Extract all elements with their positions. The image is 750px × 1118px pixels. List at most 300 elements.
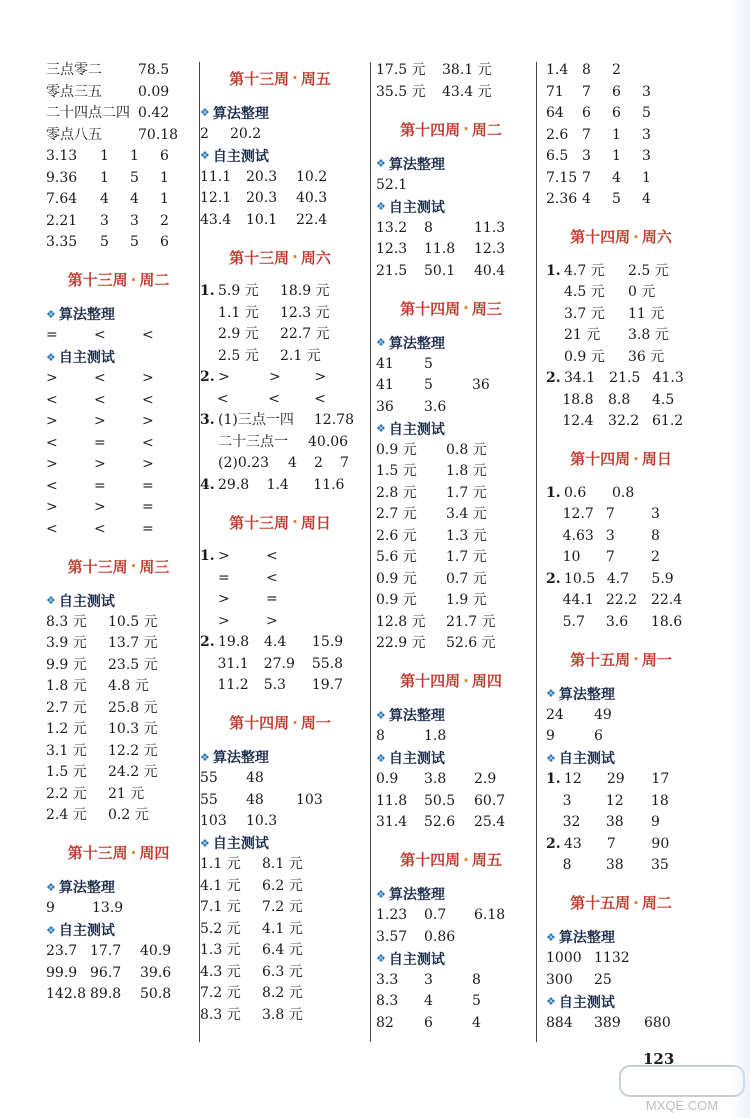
answer-row (376, 812, 526, 834)
diamond-bullet-icon: ❖ (200, 750, 210, 764)
answer-cell: 0.7 (424, 907, 447, 923)
answer-cell: 4 (424, 993, 433, 1009)
answer-cell: 13.9 (92, 900, 124, 916)
answer-cell: 48 (246, 791, 264, 808)
diamond-bullet-icon: ❖ (200, 149, 210, 163)
answer-cell: 1 (612, 148, 621, 164)
answer-cell: 1 (100, 169, 109, 186)
answer-cell: 2.5 元 (218, 347, 259, 364)
answer-cell: 680 (644, 1014, 671, 1031)
answer-cell: 39.6 (140, 964, 172, 981)
answer-cell: > (268, 369, 281, 385)
heading-day: 周四 (139, 844, 170, 862)
answer-cell: 0.8 (612, 484, 635, 501)
answer-cell: 8.3 元 (46, 613, 87, 630)
answer-cell: 13.2 (376, 219, 408, 236)
answer-cell: 5 (472, 993, 481, 1009)
subsection-text: 自主测试 (212, 148, 269, 165)
diamond-bullet-icon: ❖ (376, 157, 386, 171)
section-heading (546, 647, 696, 671)
diamond-bullet-icon: ❖ (376, 751, 386, 765)
answer-cell: 38.1 元 (442, 62, 492, 78)
subsection-label (200, 102, 360, 124)
answer-cell: > (46, 413, 58, 429)
answer-cell: 43.4 元 (442, 83, 492, 100)
answer-row (200, 346, 360, 368)
answer-cell: < (94, 520, 106, 537)
section-heading (546, 447, 696, 471)
answer-cell: 6.3 元 (262, 963, 303, 980)
subsection-text: 自主测试 (558, 751, 615, 768)
subsection-label (46, 590, 191, 612)
answer-row (200, 897, 360, 919)
answer-cell: = (218, 569, 230, 586)
answer-cell: 11.6 (313, 476, 345, 493)
answer-row (200, 453, 360, 475)
answer-row (376, 726, 526, 748)
answer-row (46, 103, 191, 125)
answer-cell: 40.3 (296, 190, 328, 206)
answer-cell: 二十三点一 (218, 433, 288, 450)
answer-cell: 1.8 元 (46, 678, 87, 694)
answer-cell: 9 (46, 900, 55, 916)
subsection-label (200, 833, 360, 855)
answer-cell: < (266, 548, 278, 564)
answer-cell: 4.5 元 (564, 284, 605, 300)
question-number: 1. (200, 283, 215, 299)
answer-cell: 21.5 (609, 370, 641, 386)
answer-row (200, 324, 360, 346)
section-heading (376, 669, 526, 693)
answer-cell: 25 (594, 971, 612, 988)
answer-cell: 4.7 (606, 570, 630, 587)
heading-day: 周三 (139, 557, 170, 576)
answer-row (46, 676, 191, 698)
answer-cell: 21 元 (564, 327, 601, 343)
answer-row (376, 970, 526, 992)
section-heading (200, 711, 360, 735)
diamond-bullet-icon: ❖ (376, 708, 386, 722)
answer-cell: 2.36 (546, 191, 578, 207)
answer-cell: 20.2 (230, 125, 262, 142)
answer-row (546, 103, 696, 125)
answer-cell: > (94, 456, 106, 472)
answer-row (46, 368, 191, 390)
answer-cell: 0.9 (376, 771, 399, 787)
answer-cell: 38 (605, 857, 624, 873)
subsection-text: 自主测试 (58, 350, 115, 367)
answer-row (200, 589, 360, 611)
answer-cell: 1.2 元 (46, 721, 87, 737)
answer-cell: 12.2 元 (108, 742, 158, 759)
question-number: 3. (200, 412, 215, 428)
answer-row (376, 569, 526, 591)
answer-cell: 1.23 (376, 907, 408, 923)
answer-cell: 5 (642, 105, 651, 121)
answer-cell: 32 (562, 814, 581, 830)
answer-cell: 5.9 (651, 570, 674, 587)
answer-row (376, 440, 526, 462)
answer-cell: > (218, 591, 230, 607)
answer-cell: 5.7 (562, 613, 585, 630)
answer-cell: 60.7 (474, 792, 506, 809)
answer-cell: 25.8 元 (108, 699, 158, 716)
answer-cell: 8 (424, 219, 433, 236)
answer-row (546, 146, 696, 168)
answer-row (546, 547, 696, 569)
answer-cell: 5.3 (263, 677, 286, 693)
diamond-bullet-icon: ❖ (46, 307, 56, 321)
answer-row (376, 397, 526, 419)
heading-day: 周二 (139, 271, 170, 289)
answer-row (46, 984, 191, 1006)
answer-cell: < (142, 327, 154, 343)
answer-cell: 12.3 (474, 241, 506, 257)
subsection-label (46, 920, 191, 942)
answer-cell: 12 (605, 792, 624, 809)
answer-cell: < (46, 391, 58, 408)
answer-cell: 300 (546, 971, 573, 988)
answer-cell: 8.3 元 (200, 1006, 241, 1023)
heading-dot: · (130, 843, 137, 862)
answer-cell: 3 (642, 148, 651, 164)
answer-cell: 41 (376, 355, 394, 372)
subsection-label (376, 748, 526, 770)
subsection-text: 算法整理 (212, 750, 269, 767)
answer-cell: 2.1 元 (280, 347, 321, 364)
answer-row (546, 612, 696, 634)
answer-row (546, 189, 696, 211)
answer-cell: 12 (564, 771, 582, 787)
answer-cell: < (142, 434, 154, 451)
subsection-text: 自主测试 (558, 994, 615, 1011)
answer-row (546, 590, 696, 612)
answer-cell: 17.5 元 (376, 62, 426, 78)
diamond-bullet-icon: ❖ (46, 594, 56, 608)
answer-cell: 40.4 (474, 262, 506, 279)
section-heading (46, 554, 191, 578)
diamond-bullet-icon: ❖ (546, 930, 556, 944)
answer-cell: 12.3 (376, 241, 408, 257)
answer-cell: > (218, 612, 230, 629)
answer-cell: < (266, 569, 278, 586)
answer-cell: 9 (650, 814, 660, 830)
heading-week: 第十三周 (67, 844, 128, 862)
section-heading (46, 268, 191, 292)
question-number: 4. (200, 476, 215, 493)
heading-day: 周三 (471, 299, 502, 318)
diamond-bullet-icon: ❖ (376, 422, 386, 436)
answer-cell: 52.1 (376, 176, 408, 193)
answer-row (376, 175, 526, 197)
answer-row (200, 790, 360, 812)
answer-cell: 0.42 (138, 105, 170, 121)
answer-cell: < (216, 390, 229, 407)
answer-cell: 13.7 元 (108, 635, 158, 651)
answer-cell: = (94, 434, 106, 451)
answer-row (546, 325, 696, 347)
answer-cell: 3 (130, 212, 139, 229)
heading-dot: · (463, 299, 469, 317)
answer-cell: 5 (100, 234, 109, 250)
answer-row (376, 769, 526, 791)
answer-row (200, 940, 360, 962)
answer-cell: 48 (246, 770, 264, 786)
subsection-label (546, 748, 696, 770)
answer-cell: 7.64 (46, 191, 78, 207)
answer-row (200, 811, 360, 833)
answer-row (376, 526, 526, 548)
heading-week: 第十三周 (229, 513, 290, 532)
section-heading (200, 510, 360, 534)
answer-row (46, 60, 191, 82)
answer-row (376, 82, 526, 104)
answer-row (376, 991, 526, 1013)
diamond-bullet-icon: ❖ (376, 200, 386, 214)
answer-cell: 64 (546, 105, 564, 121)
answer-row (200, 546, 360, 568)
answer-cell: 40.9 (140, 943, 172, 959)
answer-cell: 9 (546, 728, 555, 744)
answer-cell: 50.1 (424, 262, 456, 279)
heading-dot: · (633, 650, 639, 668)
subsection-text: 自主测试 (58, 923, 115, 940)
answer-cell: < (94, 370, 106, 386)
diamond-bullet-icon: ❖ (546, 751, 556, 765)
answer-cell: 7.15 (546, 169, 578, 186)
answer-cell: 3.1 元 (46, 742, 87, 759)
heading-week: 第十五周 (570, 894, 631, 912)
answer-row (546, 834, 696, 856)
answer-cell: 6.18 (474, 907, 506, 923)
answer-cell: = (266, 591, 278, 607)
answer-cell: 31.1 (217, 655, 249, 672)
subsection-label (376, 705, 526, 727)
answer-cell: 18.6 (650, 613, 683, 630)
answer-cell: 1 (612, 126, 621, 143)
answer-cell: 17 (651, 771, 670, 787)
answer-cell: 36 (376, 398, 394, 415)
heading-day: 周二 (471, 120, 502, 139)
answer-cell: 3 (650, 506, 660, 522)
answer-cell: 0.9 元 (376, 592, 417, 608)
answer-cell: > (218, 369, 230, 385)
answer-cell: 1.4 (266, 476, 289, 493)
answer-cell: 2.8 元 (376, 484, 417, 501)
answer-cell: 1 (160, 169, 169, 186)
answer-cell: 0.9 元 (376, 441, 417, 458)
answer-cell: < (46, 434, 58, 451)
subsection-text: 算法整理 (58, 880, 115, 897)
subsection-label (376, 332, 526, 354)
answer-cell: > (218, 548, 230, 564)
answer-cell: 1 (642, 169, 651, 186)
answer-cell: 142.8 (46, 986, 87, 1002)
diamond-bullet-icon: ❖ (376, 336, 386, 350)
answer-cell: 31.4 (376, 814, 408, 830)
section-heading (46, 841, 191, 865)
answer-cell: 8 (582, 62, 591, 78)
answer-row (200, 611, 360, 633)
answer-cell: 38 (605, 814, 624, 830)
answer-cell: 41 (376, 377, 394, 393)
answer-cell: 6 (160, 148, 169, 164)
answer-cell: 22.7 元 (280, 326, 330, 342)
answer-row (200, 367, 360, 389)
answer-cell: 12.8 元 (376, 613, 426, 630)
answer-cell: 11 元 (628, 305, 665, 322)
answer-cell: 90 (651, 835, 670, 852)
answer-cell: 1 (160, 191, 169, 207)
answer-cell: 12.7 (562, 506, 594, 522)
answer-cell: = (46, 327, 58, 343)
watermark-text: MXQE.COM (645, 1098, 719, 1113)
answer-cell: 18.8 (562, 391, 594, 408)
answer-row (46, 168, 191, 190)
heading-dot: · (292, 513, 298, 531)
answer-row (376, 791, 526, 813)
answer-cell: 7 (582, 126, 591, 143)
answer-cell: < (46, 520, 58, 537)
subsection-label (376, 418, 526, 440)
answer-cell: 3.57 (376, 928, 408, 945)
answer-cell: 23.7 (46, 943, 78, 959)
answer-row (46, 805, 191, 827)
answer-cell: = (142, 520, 154, 537)
question-number: 2. (546, 370, 561, 386)
answer-cell: 20.3 (246, 190, 278, 206)
answer-cell: 32.2 (608, 413, 640, 429)
answer-cell: 0.7 元 (446, 570, 487, 587)
heading-dot: · (292, 248, 298, 266)
answer-cell: 0.9 元 (564, 348, 605, 365)
answer-cell: 5 (130, 234, 139, 250)
answer-cell: (2)0.23 (218, 455, 270, 471)
subsection-label (546, 683, 696, 705)
section-heading (376, 117, 526, 141)
answer-cell: 12.3 元 (280, 304, 330, 321)
answer-row (546, 791, 696, 813)
answer-cell: > (46, 499, 58, 515)
answer-cell: 55 (200, 770, 218, 786)
subsection-label (376, 948, 526, 970)
answer-row (376, 633, 526, 655)
answer-row (46, 146, 191, 168)
answer-cell: 25.4 (474, 814, 506, 830)
heading-dot: · (292, 713, 298, 732)
heading-day: 周六 (641, 228, 672, 246)
section-heading (376, 296, 526, 320)
heading-dot: · (463, 120, 469, 138)
subsection-text: 算法整理 (388, 335, 445, 352)
answer-cell: 6 (582, 105, 591, 121)
heading-week: 第十三周 (67, 271, 128, 289)
answer-cell: 7.2 元 (262, 899, 303, 915)
answer-cell: 40.06 (308, 433, 349, 450)
answer-cell: 1.1 元 (200, 856, 241, 872)
answer-row (46, 232, 191, 254)
answer-row (200, 1005, 360, 1027)
answer-cell: 12.78 (313, 412, 354, 428)
page-number: 123 (643, 1050, 675, 1068)
answer-cell: 10.5 元 (108, 613, 158, 630)
answer-row (546, 390, 696, 412)
answer-cell: = (142, 499, 154, 515)
answer-cell: 55.8 (311, 655, 344, 672)
answer-cell: 6 (612, 105, 621, 121)
section-heading (376, 848, 526, 872)
answer-cell: 3 (582, 148, 591, 164)
answer-cell: 2.9 (474, 771, 497, 787)
answer-cell: 3 (562, 792, 572, 809)
answer-cell: 4.8 元 (108, 678, 149, 694)
answer-cell: 1.3 元 (446, 527, 487, 544)
answer-row (46, 454, 191, 476)
answer-cell: 7 (582, 83, 591, 100)
diamond-bullet-icon: ❖ (200, 106, 210, 120)
answer-cell: < (142, 391, 154, 408)
question-number: 1. (200, 548, 215, 564)
answer-row (376, 504, 526, 526)
answer-row (46, 476, 191, 498)
answer-row (546, 368, 696, 390)
answer-cell: > (94, 413, 106, 429)
question-number: 2. (546, 835, 561, 852)
subsection-label (376, 196, 526, 218)
heading-dot: · (633, 227, 639, 246)
answer-row (376, 612, 526, 634)
diamond-bullet-icon: ❖ (46, 923, 56, 937)
answer-row (376, 483, 526, 505)
answer-row (546, 705, 696, 727)
answer-row (46, 82, 191, 104)
answer-cell: 389 (594, 1014, 621, 1031)
answer-cell: 12.1 (200, 190, 232, 206)
answer-row (546, 168, 696, 190)
question-number: 2. (200, 634, 215, 650)
question-number: 1. (546, 262, 561, 279)
diamond-bullet-icon: ❖ (376, 887, 386, 901)
answer-cell: 3.8 (424, 771, 447, 787)
answer-cell: 10.2 (296, 168, 328, 185)
heading-week: 第十五周 (570, 650, 631, 669)
subsection-text: 算法整理 (388, 156, 445, 173)
answer-cell: 52.6 (424, 814, 456, 830)
answer-row (200, 675, 360, 697)
answer-cell: 1.1 元 (218, 304, 259, 321)
answer-cell: 11.1 (200, 168, 232, 185)
answer-cell: 15.9 (312, 634, 344, 650)
answer-cell: 3 (100, 212, 109, 229)
answer-row (200, 568, 360, 590)
answer-cell: 89.8 (90, 986, 122, 1002)
answer-cell: 8 (376, 728, 385, 744)
subsection-text: 算法整理 (558, 686, 615, 703)
answer-cell: 1.5 元 (376, 463, 417, 479)
answer-row (46, 655, 191, 677)
answer-cell: 6 (594, 728, 603, 744)
answer-cell: 5.2 元 (200, 920, 241, 937)
answer-cell: 36 (472, 377, 490, 393)
answer-row (376, 354, 526, 376)
answer-cell: 3.8 元 (262, 1006, 303, 1023)
answer-cell: 1 (130, 148, 139, 164)
answer-cell: 55 (200, 791, 218, 808)
answer-cell: 4.63 (562, 527, 594, 544)
answer-row (46, 633, 191, 655)
answer-cell: 4.1 元 (200, 877, 241, 894)
heading-dot: · (130, 270, 137, 289)
